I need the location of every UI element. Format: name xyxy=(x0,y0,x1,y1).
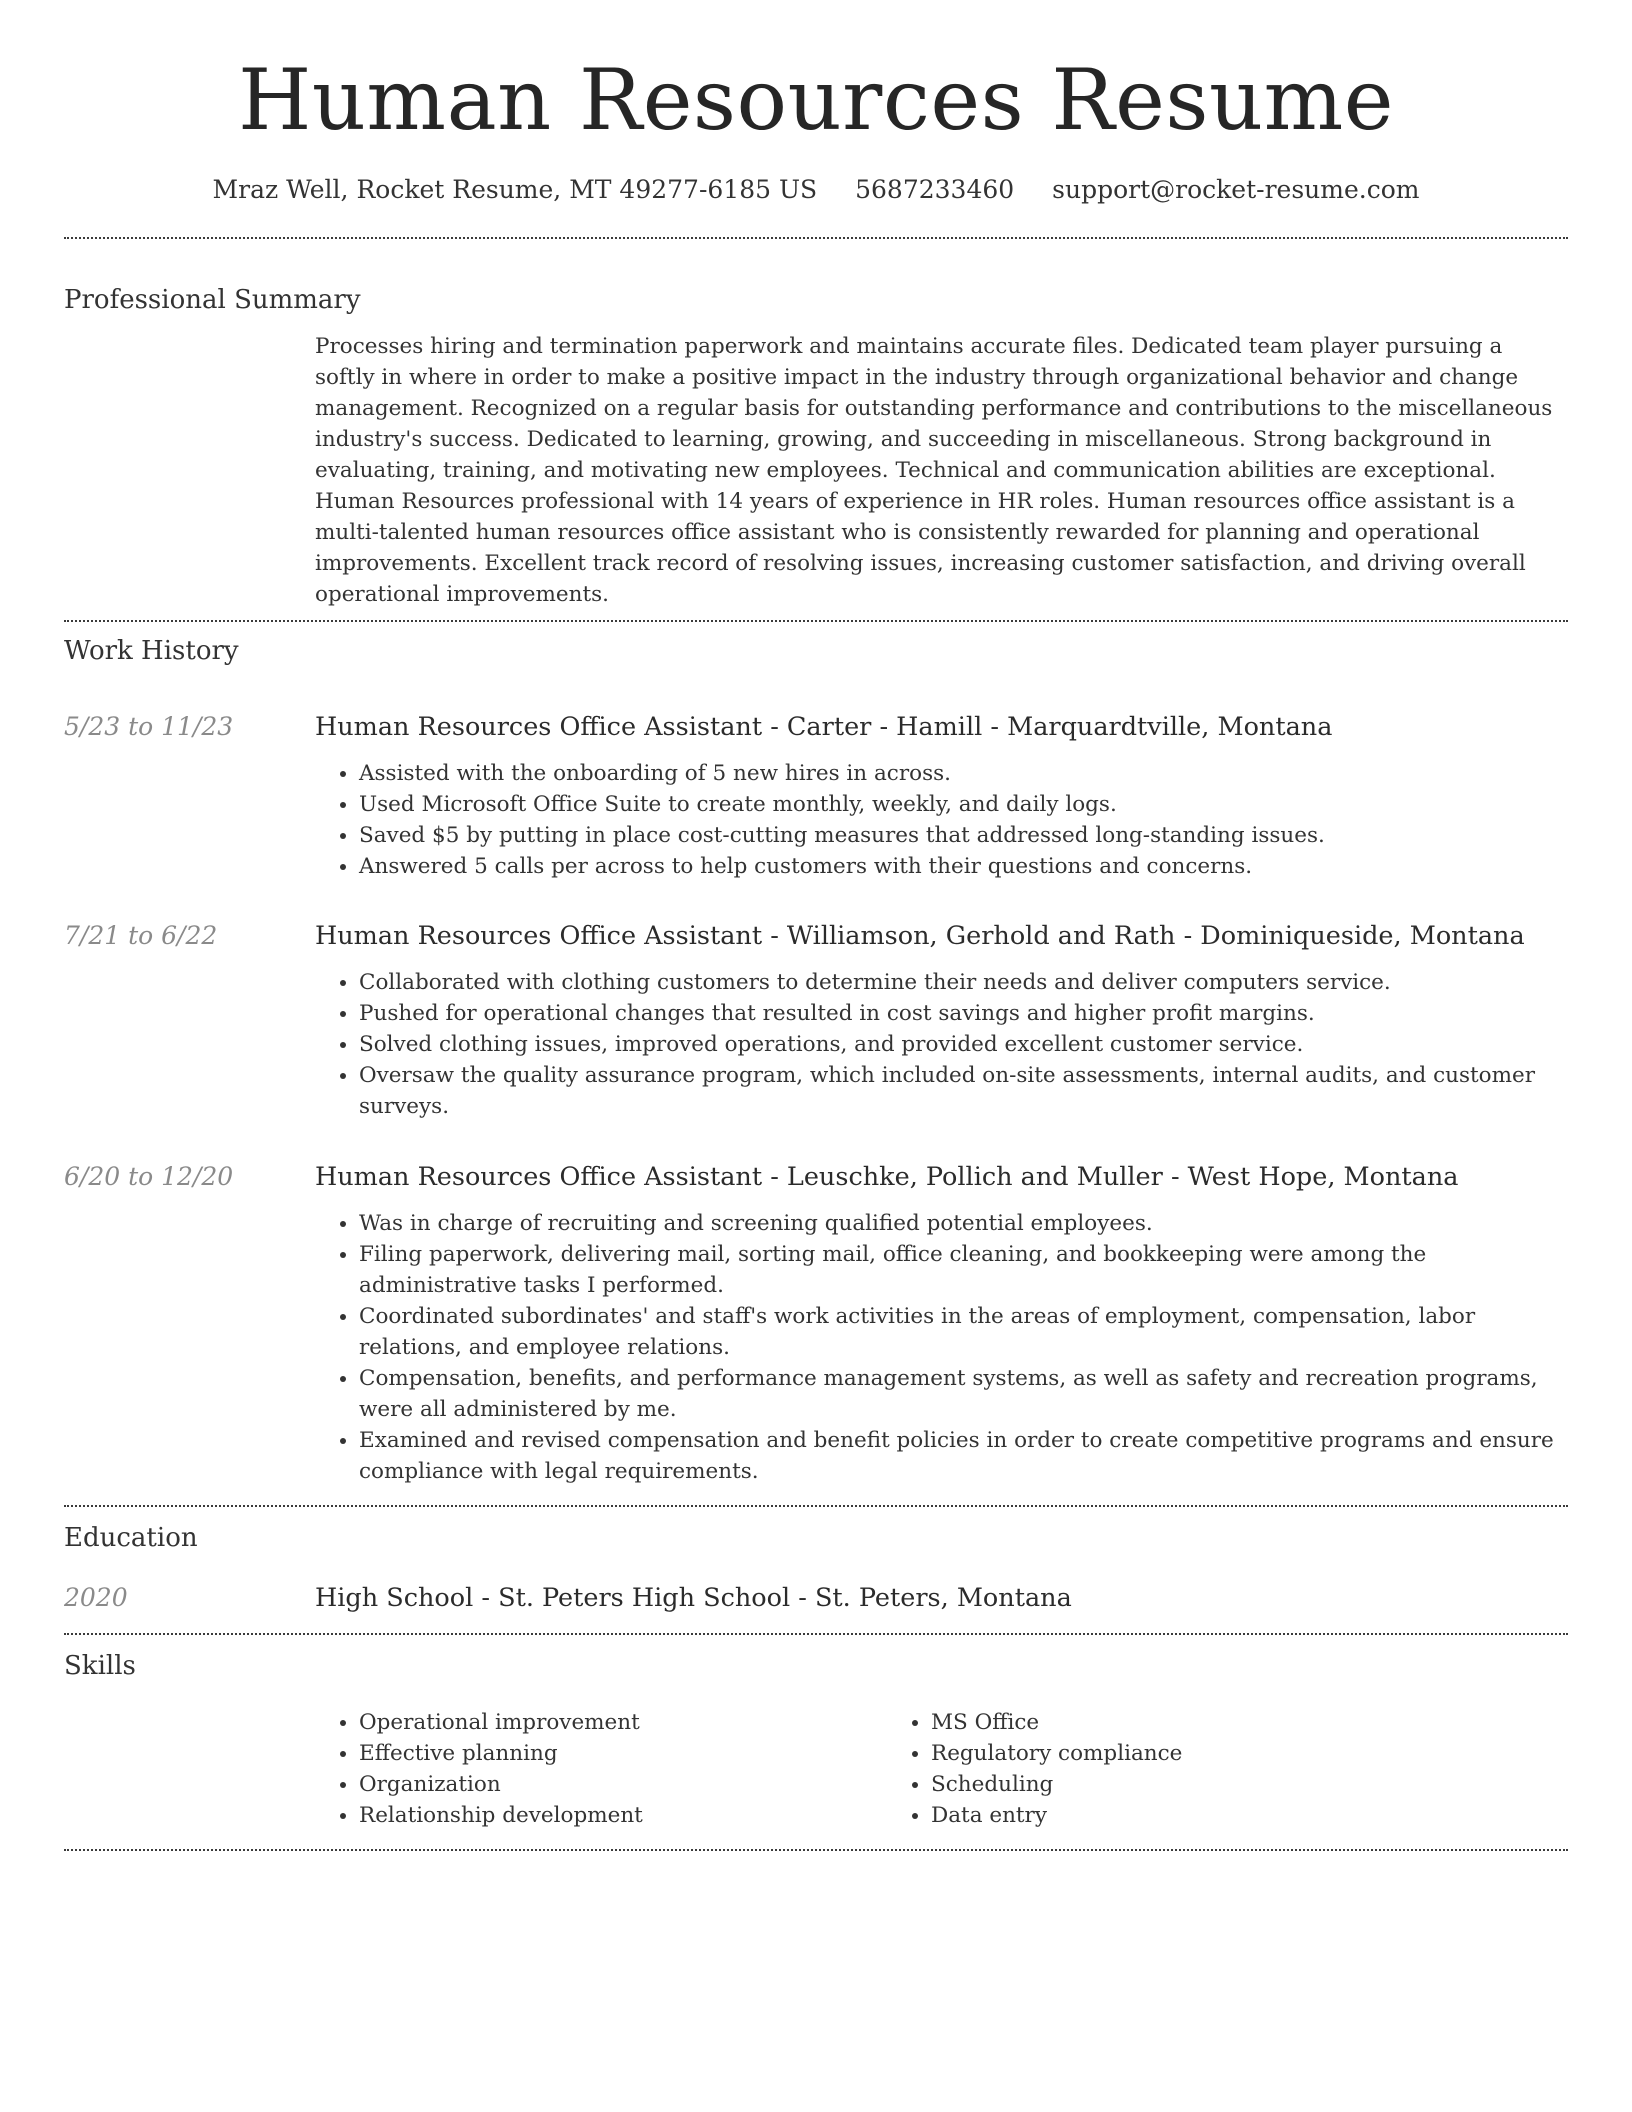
job-entry xyxy=(64,919,1568,1122)
divider xyxy=(64,1633,1568,1635)
skill-item: • Relationship development xyxy=(359,1800,887,1831)
skill-item: • Operational improvement xyxy=(359,1707,887,1738)
job-bullet: • Assisted with the onboarding of 5 new hires in across. xyxy=(359,758,1568,789)
contact-address: Mraz Well, Rocket Resume, MT 49277-6185 US xyxy=(212,175,818,204)
skills-column-left xyxy=(315,1707,887,1831)
job-bullet: • Saved $5 by putting in place cost-cutting measures that addressed long-standing issues. xyxy=(359,820,1568,851)
skill-item: • Organization xyxy=(359,1769,887,1800)
education-heading: High School - St. Peters High School - St. Peters, Montana xyxy=(315,1583,1072,1613)
section-title-summary: Professional Summary xyxy=(64,285,361,315)
job-bullet: • Pushed for operational changes that resulted in cost savings and higher profit margins. xyxy=(359,998,1568,1029)
job-bullet: • Was in charge of recruiting and screening qualified potential employees. xyxy=(359,1208,1568,1239)
skill-item: • MS Office xyxy=(931,1707,1459,1738)
resume-title: Human Resources Resume xyxy=(238,51,1394,149)
job-heading: Human Resources Office Assistant - Carter - Hamill - Marquardtville, Montana xyxy=(315,712,1333,742)
job-bullet: • Compensation, benefits, and performance management systems, as well as safety and recreation programs, were all administered by me. xyxy=(359,1363,1568,1425)
skill-item: • Data entry xyxy=(931,1800,1459,1831)
job-bullet: • Filing paperwork, delivering mail, sorting mail, office cleaning, and bookkeeping were among the administrative tasks I performed. xyxy=(359,1239,1568,1301)
job-bullet: • Used Microsoft Office Suite to create monthly, weekly, and daily logs. xyxy=(359,789,1568,820)
job-entry xyxy=(64,710,1568,882)
contact-phone: 5687233460 xyxy=(855,175,1015,204)
job-bullet: • Oversaw the quality assurance program, which included on-site assessments, internal audits, and customer surveys. xyxy=(359,1060,1568,1122)
divider xyxy=(64,1849,1568,1851)
job-bullet: • Coordinated subordinates' and staff's work activities in the areas of employment, compensation, labor relations, and employee relations. xyxy=(359,1301,1568,1363)
job-dates: 7/21 to 6/22 xyxy=(64,921,218,950)
section-title-education: Education xyxy=(64,1523,198,1553)
skills-list xyxy=(315,1693,1568,1849)
divider xyxy=(64,1505,1568,1507)
section-title-work-history: Work History xyxy=(64,636,239,666)
job-bullet: • Answered 5 calls per across to help customers with their questions and concerns. xyxy=(359,851,1568,882)
section-title-skills: Skills xyxy=(64,1651,136,1681)
divider xyxy=(64,620,1568,622)
education-entry xyxy=(64,1581,1568,1633)
summary-text: Processes hiring and termination paperwork and maintains accurate files. Dedicated team player pursuing a softly in where in order to make a positive impact in the industry through organizational behavior and change management. Recognized on a regular basis for outstanding performance and contributions to the miscellaneous industry's success. Dedicated to learning, growing, and succeeding in miscellaneous. Strong background in evaluating, training, and motivating new employees. Technical and communication abilities are exceptional. Human Resources professional with 14 years of experience in HR roles. Human resources office assistant is a multi-talented human resources office assistant who is consistently rewarded for planning and operational improvements. Excellent track record of resolving issues, increasing customer satisfaction, and driving overall operational improvements. xyxy=(315,334,1553,607)
job-bullet: • Examined and revised compensation and benefit policies in order to create competitive programs and ensure compliance with legal requirements. xyxy=(359,1425,1568,1487)
job-heading: Human Resources Office Assistant - Williamson, Gerhold and Rath - Dominiqueside, Montana xyxy=(315,921,1525,951)
job-dates: 6/20 to 12/20 xyxy=(64,1162,234,1191)
job-bullets xyxy=(315,758,1568,882)
skill-item: • Effective planning xyxy=(359,1738,887,1769)
education-year: 2020 xyxy=(64,1583,128,1612)
job-bullet: • Solved clothing issues, improved operations, and provided excellent customer service. xyxy=(359,1029,1568,1060)
contact-line xyxy=(64,170,1568,210)
job-dates: 5/23 to 11/23 xyxy=(64,712,234,741)
job-bullet: • Collaborated with clothing customers to determine their needs and deliver computers service. xyxy=(359,967,1568,998)
divider xyxy=(64,237,1568,239)
job-entry xyxy=(64,1160,1568,1487)
job-bullets xyxy=(315,967,1568,1122)
skills-column-right xyxy=(887,1707,1459,1831)
job-heading: Human Resources Office Assistant - Leuschke, Pollich and Muller - West Hope, Montana xyxy=(315,1162,1459,1192)
skill-item: • Scheduling xyxy=(931,1769,1459,1800)
skill-item: • Regulatory compliance xyxy=(931,1738,1459,1769)
contact-email: support@rocket-resume.com xyxy=(1052,175,1420,204)
job-bullets xyxy=(315,1208,1568,1487)
